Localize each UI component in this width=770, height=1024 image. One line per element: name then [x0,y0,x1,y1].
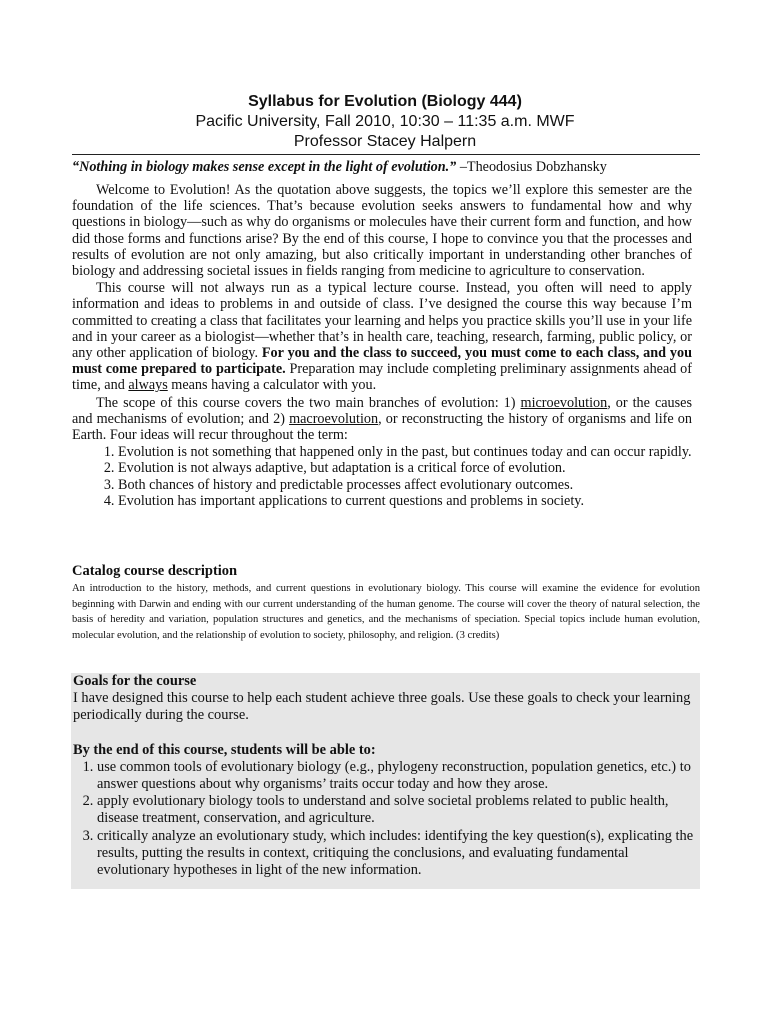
list-item: 4. Evolution has important applications to current questions and problems in society. [118,493,692,509]
intro-section [72,182,692,509]
catalog-description: An introduction to the history, methods, and current questions in evolutionary biology. This course will examine the evidence for evolution beginning with Darwin and ending with our current understanding of the human genome. The course will cover the theory of natural selection, the basis of heredity and variation, population structures and genetics, and the mechanisms of speciation. Special topics include human evolution, molecular evolution, and the relationship of evolution to society, philosophy, and religion. (3 credits) [72,583,700,641]
key-ideas-list [72,444,692,509]
list-item: 1. use common tools of evolutionary biology (e.g., phylogeny reconstruction, population genetics, etc.) to answer questions about why organisms’ traits occur today and how they arose. [97,759,698,793]
goals-heading: Goals for the course [73,673,197,689]
intro-p2-always: always [128,377,168,394]
intro-paragraph-1: Welcome to Evolution! As the quotation above suggests, the topics we’ll explore this semester are the foundation of the life sciences. That’s because evolution seeks answers to fundamental how and why questions in biology—such as why do organisms or molecules have their current form and function, and how did those forms and functions arise? By the end of this course, I hope to convince you that the processes and results of evolution are not only amazing, but also critically important in understanding other branches of biology and addressing societal issues in fields ranging from medicine to agriculture to conservation. [72,182,692,280]
list-item: 2. apply evolutionary biology tools to understand and solve societal problems related to public health, disease treatment, conservation, and agriculture. [97,793,698,827]
intro-paragraph-3 [72,395,692,444]
intro-p2-text-b: Preparation may include completing preliminary assignments ahead of time, and [72,361,692,394]
goals-section [71,673,700,889]
quote-author: –Theodosius Dobzhansky [456,159,607,175]
goals-intro: I have designed this course to help each student achieve three goals. Use these goals to check your learning periodically during the course. [73,690,691,724]
quote-text: “Nothing in biology makes sense except in the light of evolution.” [72,159,457,175]
list-item: 1. Evolution is not something that happened only in the past, but continues today and can occur rapidly. [118,444,692,460]
outcomes-list [73,759,698,879]
document-title: Syllabus for Evolution (Biology 444) [248,93,522,110]
list-item: 3. Both chances of history and predictable processes affect evolutionary outcomes. [118,477,692,493]
epigraph [72,159,712,176]
catalog-heading: Catalog course description [72,563,238,579]
intro-p2-emphasis: For you and the class to succeed, you must come to each class, and you must come prepared to participate. [72,345,692,378]
list-item: 3. critically analyze an evolutionary study, which includes: identifying the key question(s), explicating the results, putting the results in context, critiquing the conclusions, and evaluating fundamental evolutionary hypotheses in light of the new information. [97,828,698,880]
intro-p3-text-a: The scope of this course covers the two main branches of evolution: 1) [96,394,521,411]
intro-p3-text-b: , or the causes and mechanisms of evolution; and 2) [72,394,692,427]
term-microevolution: microevolution [520,394,608,411]
spacer [73,725,698,742]
intro-paragraph-2 [72,280,692,393]
professor-name: Professor Stacey Halpern [293,133,477,150]
catalog-section [72,563,700,643]
outcomes-heading: By the end of this course, students will be able to: [73,741,376,758]
intro-p3-text-c: , or reconstructing the history of organisms and life on Earth. Four ideas will recur throughout the term: [72,410,692,444]
term-macroevolution: macroevolution [289,410,379,427]
list-item: 2. Evolution is not always adaptive, but adaptation is a critical force of evolution. [118,460,692,476]
course-info: Pacific University, Fall 2010, 10:30 – 11:35 a.m. MWF [195,113,575,130]
header-divider [72,154,700,155]
intro-p2-text-c: means having a calculator with you. [167,377,377,394]
intro-p2-text-a: This course will not always run as a typical lecture course. Instead, you often will need to apply information and ideas to problems in and outside of class. I’ve designed the course this way because I’m committed to creating a class that facilitates your learning and helps you practice skills you’ll use in your life and in your career as a biologist—whether that’s in health care, teaching, research, farming, public policy, or any other application of biology. [72,280,692,362]
